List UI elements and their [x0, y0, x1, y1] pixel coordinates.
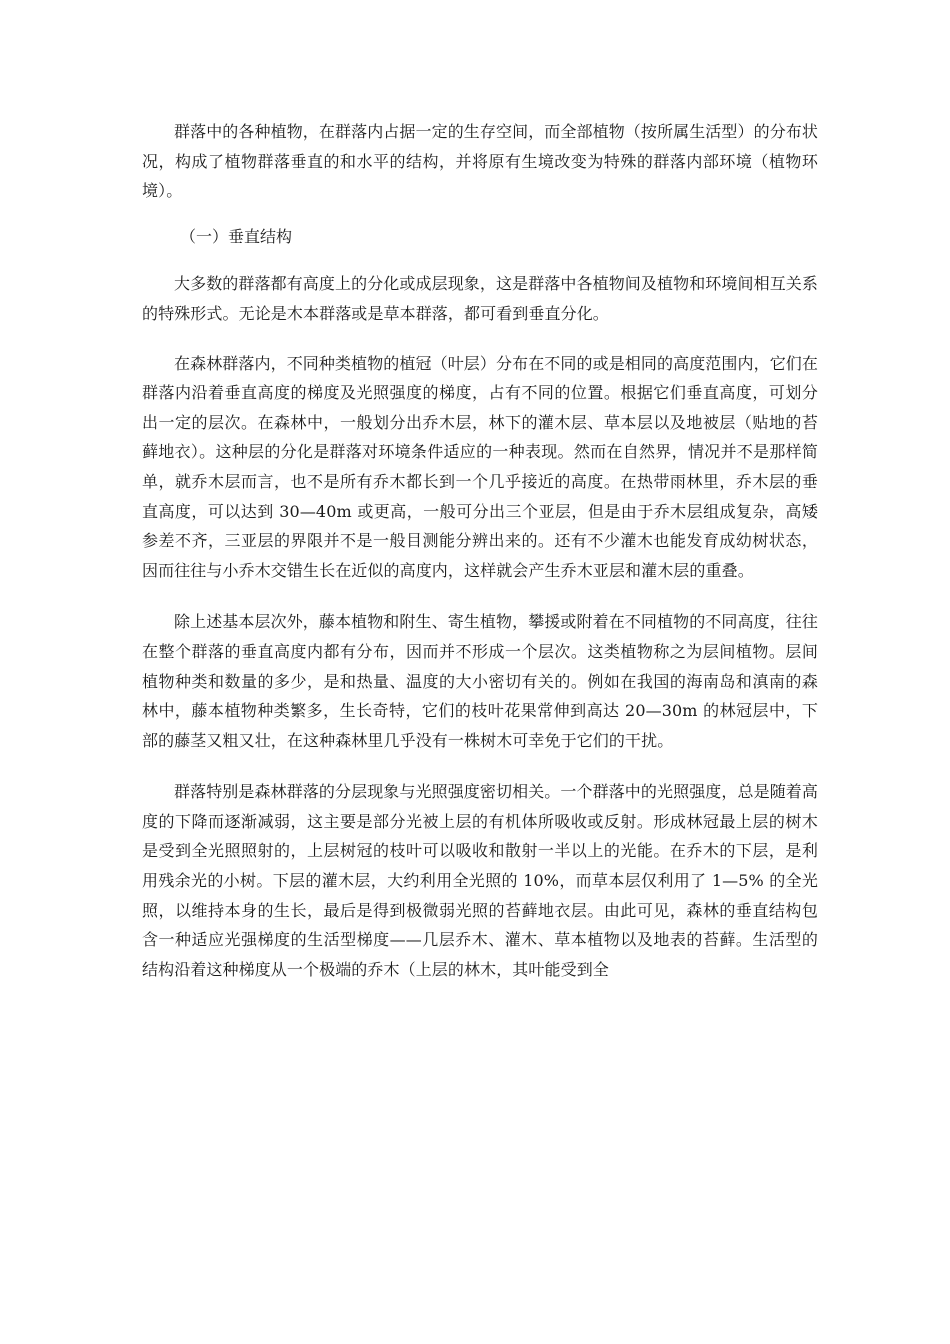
paragraph-forest-layers: 在森林群落内，不同种类植物的植冠（叶层）分布在不同的或是相同的高度范围内，它们在群落内沿着垂直高度的梯度及光照强度的梯度，占有不同的位置。根据它们垂直高度，可划分出一定的层次。在森林中，一般划分出乔木层，林下的灌木层、草本层以及地被层（贴地的苔藓地衣）。这种层的分化是群落对环境条件适应的一种表现。然而在自然界，情况并不是那样简单，就乔木层而言，也不是所有乔木都长到一个几乎接近的高度。在热带雨林里，乔木层的垂直高度，可以达到 30—40m 或更高，一般可分出三个亚层，但是由于乔木层组成复杂，高矮参差不齐，三亚层的界限并不是一般目测能分辨出来的。还有不少灌木也能发育成幼树状态，因而往往与小乔木交错生长在近似的高度内，这样就会产生乔木亚层和灌木层的重叠。 — [142, 353, 819, 580]
paragraph-interlayer-plants: 除上述基本层次外，藤本植物和附生、寄生植物，攀援或附着在不同植物的不同高度，往往在整个群落的垂直高度内都有分布，因而并不形成一个层次。这类植物称之为层间植物。层间植物种类和数量的多少，是和热量、温度的大小密切有关的。例如在我国的海南岛和滇南的森林中，藤本植物种类繁多，生长奇特，它们的枝叶花果常伸到高达 20—30m 的林冠层中，下部的藤茎又粗又壮，在这种森林里几乎没有一株树木可幸免于它们的干扰。 — [142, 612, 819, 750]
section-heading-vertical-structure: （一）垂直结构 — [180, 226, 293, 246]
document-page — [142, 117, 818, 984]
paragraph-light-gradient: 群落特别是森林群落的分层现象与光照强度密切相关。一个群落中的光照强度，总是随着高度的下降而逐渐减弱，这主要是部分光被上层的有机体所吸收或反射。形成林冠最上层的树木是受到全光照照射的，上层树冠的枝叶可以吸收和散射一半以上的光能。在乔木的下层，是利用残余光的小树。下层的灌木层，大约利用全光照的 10%，而草本层仅利用了 1—5% 的全光照，以维持本身的生长，最后是得到极微弱光照的苔藓地衣层。由此可见，森林的垂直结构包含一种适应光强梯度的生活型梯度——几层乔木、灌木、草本植物以及地表的苔藓。生活型的结构沿着这种梯度从一个极端的乔木（上层的林木，其叶能受到全 — [142, 782, 819, 979]
paragraph-stratification: 大多数的群落都有高度上的分化或成层现象，这是群落中各植物间及植物和环境间相互关系的特殊形式。无论是木本群落或是草本群落，都可看到垂直分化。 — [142, 274, 819, 323]
paragraph-intro: 群落中的各种植物，在群落内占据一定的生存空间，而全部植物（按所属生活型）的分布状况，构成了植物群落垂直的和水平的结构，并将原有生境改变为特殊的群落内部环境（植物环境）。 — [142, 122, 819, 201]
